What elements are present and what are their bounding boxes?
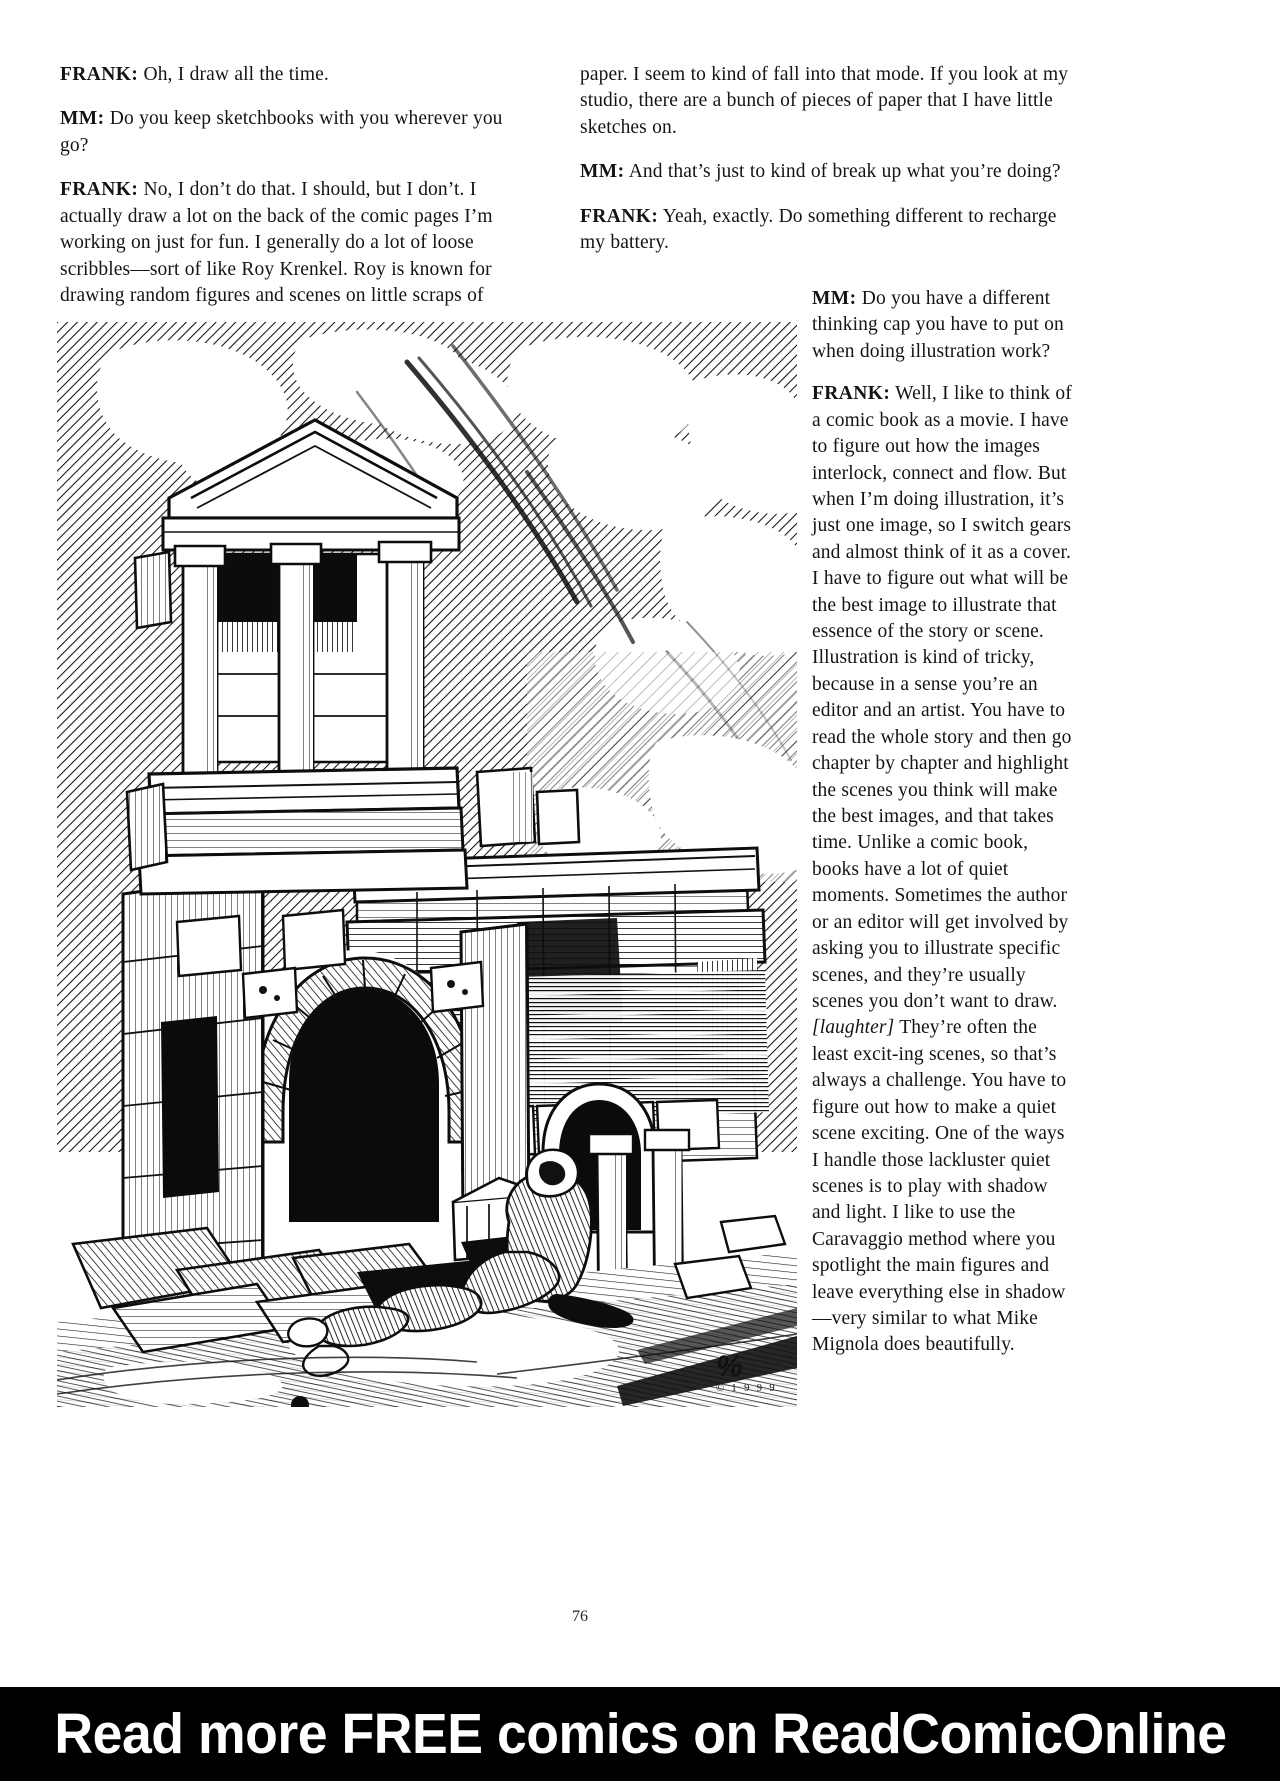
speaker-label: FRANK: [580,205,659,227]
speaker-label: MM: [60,108,105,130]
dialogue-text: They’re often the least excit-ing scenes, so that’s always a challenge. You have to figure out how to make a quiet scene exciting. One of the ways I handle those lackluster quiet scenes is to play with shadow and light. I like to use the Caravaggio method where you spotlight the main figures and leave everything else in shadow—very similar to what Mike Mignola does beautifully. [812,1017,1067,1356]
laughter-annotation: [laughter] [812,1017,895,1039]
dialogue-text: And that’s just to kind of break up what you’re doing? [624,161,1061,183]
promo-banner[interactable] [0,1687,1280,1781]
dialogue-paragraph [60,106,528,159]
dialogue-paragraph [580,204,1070,257]
speaker-label: MM: [580,161,625,183]
dialogue-paragraph [580,62,1070,141]
promo-banner-text: Read more FREE comics on ReadComicOnline [53,1702,1227,1766]
dialogue-paragraph [580,159,1070,185]
signature-monogram: % [716,1350,741,1383]
dialogue-paragraph [812,381,1074,1359]
page-number: 76 [572,1608,588,1625]
dialogue-text: paper. I seem to kind of fall into that mode. If you look at my studio, there are a bunch of pieces of paper that I have little sketches on. [580,64,1069,138]
dialogue-paragraph [812,286,1074,365]
speaker-label: FRANK: [60,179,139,201]
text-column-middle [580,62,1070,257]
dialogue-text: Do you have a different thinking cap you have to put on when doing illustration work? [812,288,1064,362]
dialogue-text: Well, I like to think of a comic book as a movie. I have to figure out how the images interlock, connect and flow. But when I’m doing illustration, it’s just one image, so I switch gears and almost think of it as a cover. I have to figure out what will be the best image to illustrate that essence of the story or scene. Illustration is kind of tricky, because in a sense you’re an editor and an artist. You have to read the whole story and then go chapter by chapter and highlight the scenes you think will make the best images, and that takes time. Unlike a comic book, books have a lot of quiet moments. Sometimes the author or an editor will get involved by asking you to illustrate specific scenes, and they’re usually scenes you don’t want to draw. [812,383,1072,1012]
dialogue-text: Do you keep sketchbooks with you wherever you go? [60,108,503,156]
signature-year: © 1 9 9 9 [716,1383,778,1394]
dialogue-text: Yeah, exactly. Do something different to recharge my battery. [580,205,1057,254]
dialogue-text: Oh, I draw all the time. [138,64,329,85]
classical-ruins-pen-and-ink-illustration [57,322,797,1407]
speaker-label: MM: [812,288,857,309]
text-column-right [812,286,1074,1375]
speaker-label: FRANK: [812,383,891,405]
text-column-left [60,62,528,309]
artist-signature [716,1352,788,1408]
dialogue-text: No, I don’t do that. I should, but I don’t. I actually draw a lot on the back of the comic pages I’m working on just for fun. I generally do a lot of loose scribbles—sort of like Roy Krenkel. Roy is known for drawing random figures and scenes on little scraps of [60,179,493,306]
dialogue-paragraph [60,177,528,309]
speaker-label: FRANK: [60,64,139,85]
dialogue-paragraph [60,62,528,88]
